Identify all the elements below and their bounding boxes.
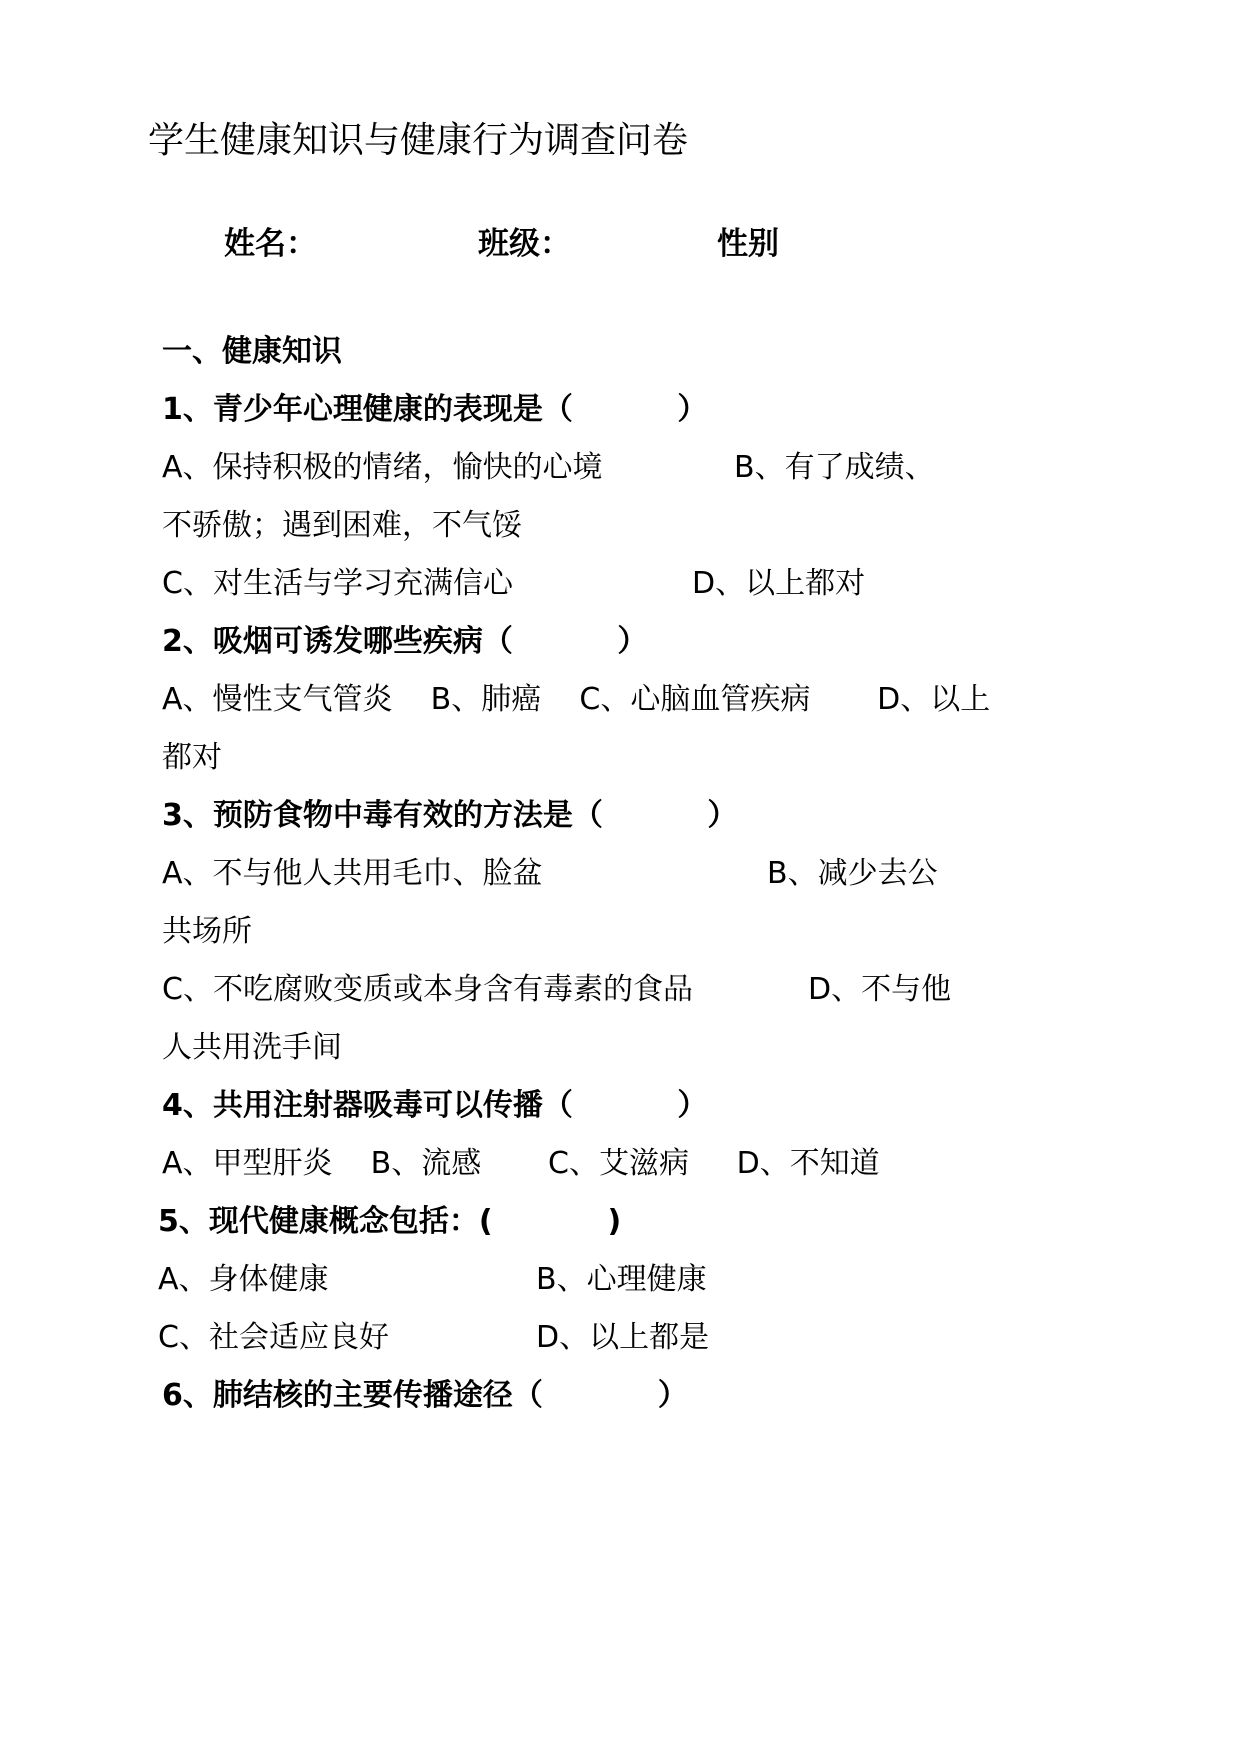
document-title: 学生健康知识与健康行为调查问卷	[148, 120, 689, 161]
question-1-title: 1、青少年心理健康的表现是（ ）	[162, 392, 708, 427]
question-2-options: A、慢性支气管炎 B、肺癌 C、心脑血管疾病 D、以上	[162, 682, 991, 717]
question-1-option-b: B、有了成绩、	[734, 450, 935, 485]
question-6-title: 6、肺结核的主要传播途径（ ）	[162, 1378, 688, 1413]
question-5-title: 5、现代健康概念包括：( )	[158, 1204, 622, 1239]
question-1-option-c: C、对生活与学习充满信心	[162, 566, 513, 601]
question-3-option-b-continued: 共场所	[162, 914, 252, 949]
name-label: 姓名：	[224, 226, 317, 262]
question-2-title: 2、吸烟可诱发哪些疾病（ ）	[162, 624, 648, 659]
question-2-options-continued: 都对	[162, 740, 222, 775]
question-1-option-d: D、以上都对	[692, 566, 866, 601]
question-3-option-c: C、不吃腐败变质或本身含有毒素的食品	[162, 972, 693, 1007]
question-5-option-b: B、心理健康	[536, 1262, 707, 1297]
question-3-option-d: D、不与他	[808, 972, 952, 1007]
class-label: 班级：	[478, 226, 571, 262]
question-1-option-a: A、保持积极的情绪，愉快的心境	[162, 450, 603, 485]
question-3-option-b: B、减少去公	[767, 856, 938, 891]
question-3-option-a: A、不与他人共用毛巾、脸盆	[162, 856, 543, 891]
question-4-title: 4、共用注射器吸毒可以传播（ ）	[162, 1088, 708, 1123]
question-3-option-d-continued: 人共用洗手间	[162, 1030, 342, 1065]
gender-label: 性别	[717, 226, 779, 262]
question-5-option-d: D、以上都是	[536, 1320, 710, 1355]
question-1-option-b-continued: 不骄傲；遇到困难，不气馁	[162, 508, 522, 543]
section-heading-health-knowledge: 一、健康知识	[162, 334, 342, 369]
question-3-title: 3、预防食物中毒有效的方法是（ ）	[162, 798, 738, 833]
question-4-options: A、甲型肝炎 B、流感 C、艾滋病 D、不知道	[162, 1146, 880, 1181]
question-5-option-a: A、身体健康	[158, 1262, 329, 1297]
question-5-option-c: C、社会适应良好	[158, 1320, 389, 1355]
